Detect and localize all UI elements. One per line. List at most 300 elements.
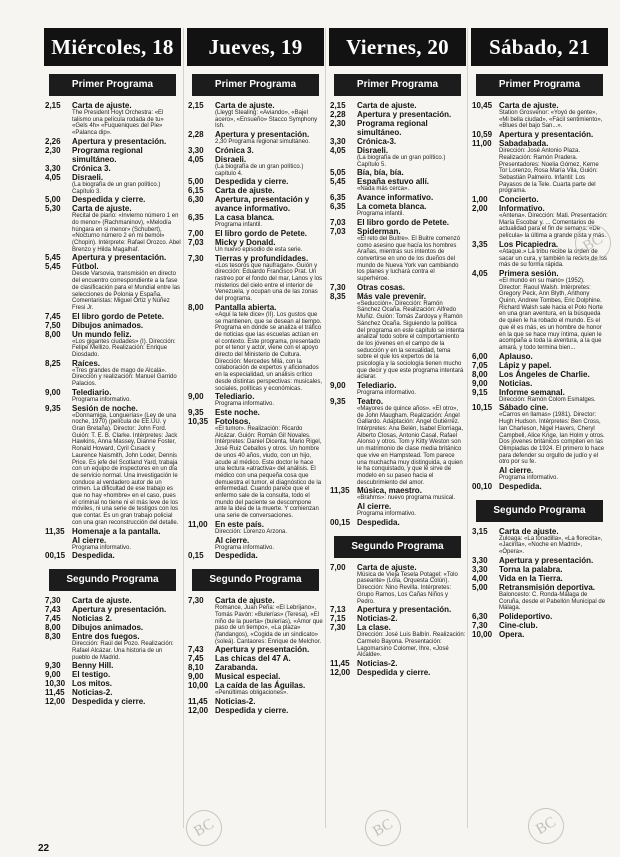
program-entry	[472, 403, 608, 466]
program-body	[215, 551, 324, 560]
program-entry	[45, 312, 181, 321]
program-body	[357, 486, 466, 502]
program-description: «El mundo en su mano» (1952). Director: Raoul Walsh. Intérpretes: Gregory Peck, Ann Blyth, Anthony Quinn, Andrew Tombes, Eric Dolphine. Richard Walsh sale hacia el Polo Norte en una gran aventura, en la búsqueda de quien le ha robado el mundo. Es el que él es más, es un hombre de honor en la que se hace muy íntima, quien le acompaña a toda la aventura, a la que amará, y todo termina bien...	[499, 277, 603, 351]
program-title: Programa regional simultáneo.	[72, 145, 143, 164]
program-entry	[188, 146, 324, 155]
program-time: 2,15	[188, 101, 204, 110]
program-time: 9,15	[472, 387, 488, 397]
program-title: Dibujos animados.	[72, 623, 144, 633]
program-title: Sábado cine.	[499, 403, 549, 413]
program-body	[72, 173, 181, 195]
program-title: Retransmisión deportiva.	[499, 582, 596, 592]
program-body	[72, 661, 181, 670]
program-entry	[472, 361, 608, 370]
program-body	[499, 388, 608, 404]
program-body	[215, 681, 324, 697]
second-program-list	[330, 563, 466, 677]
program-description: «Los tesoros que naufragan». Guión y dirección: Eduardo Francisco Prat. Un rastreo por el fondo del mar, Lanos y los misterios del cielo entre el interior de Venezuela, y ocupan una de las zonas del programa.	[215, 262, 323, 303]
program-title: Al cierre.	[215, 535, 250, 545]
program-description: «Antena». Dirección: Mati. Presentación: María Escobar y. ... Comentarios de actualidad para el fin de semana. «De película» la última a grande pista y más.	[499, 213, 608, 240]
program-time: 5,45	[45, 262, 61, 272]
program-title: Spiderman.	[357, 226, 401, 236]
first-program-list	[472, 101, 608, 491]
program-time: 8,00	[188, 302, 204, 312]
program-body	[72, 204, 181, 253]
program-title: Programa regional simultáneo.	[357, 119, 428, 137]
program-title: Otras cosas.	[357, 282, 406, 292]
program-title: El libro gordo de Petete.	[357, 217, 450, 227]
program-title: Noticias-2.	[357, 614, 398, 624]
program-body	[357, 218, 466, 227]
program-description: Recital de piano: «Invierno número 1 en do menor» (Rachmaninov), «Melodía húngara en si menor» (Schubert), «Nocturno número 2 en mi bemol» (Chopin). Intérprete: Rafael Orozco. Abel Brenzo y Hilda Magalhaf.	[72, 213, 181, 253]
program-body	[72, 404, 181, 527]
program-title: Noticias 2.	[72, 614, 113, 624]
program-body	[215, 408, 324, 417]
program-description: «Seducción». Dirección: Ramón Sánchez Ocaña. Realización: Alfredo Muñiz. Guión: Tomás Zardoya y Ramón Sánchez Ocaña. Siguiendo la política del programa en este capítulo se intenta analizar todo sobre el comportamiento de los jóvenes en el campo de la seducción y en la sexualidad, tema sobre el que los expertos de la psicología y la sociología tienen mucho que decir y que este programa intentará aclarar.	[357, 300, 465, 381]
program-title: Polideportivo.	[499, 611, 553, 621]
program-description: Programa informativo.	[499, 475, 559, 482]
program-entry	[472, 574, 608, 583]
program-entry	[330, 659, 466, 668]
program-entry	[188, 195, 324, 213]
program-body	[215, 186, 324, 195]
program-time: 3,30	[45, 163, 61, 173]
program-entry	[188, 551, 324, 560]
program-time: 7,15	[330, 614, 346, 624]
program-entry	[330, 486, 466, 502]
program-entry	[188, 654, 324, 663]
program-entry	[188, 706, 324, 715]
program-time: 7,43	[45, 605, 61, 615]
program-title: Carta de ajuste.	[215, 186, 275, 196]
program-time: 8,25	[45, 358, 61, 368]
program-body	[72, 101, 181, 137]
program-description: Dirección: Lorenzo Arzona.	[215, 528, 288, 535]
program-title: Un mundo feliz.	[72, 329, 132, 339]
program-time: 00,15	[45, 551, 66, 561]
program-body	[215, 697, 324, 706]
program-time: 2,30	[330, 119, 346, 128]
program-title: Fotolsos.	[215, 416, 251, 426]
program-entry	[45, 253, 181, 262]
program-entry	[188, 101, 324, 130]
program-description: «Carros en llamas» (1981). Director: Hugh Hudson. Intérpretes: Ben Cross, Ian Charleson, Nigel Havers, Cheryl Campbell, Alice Krige, Ian Holm y otros. Dos jóvenes británicos compiten en las Olimpiadas de 1924. El primero lo hace para defender su orgullo de judío y el otro por su fe.	[499, 412, 605, 466]
program-entry	[330, 177, 466, 193]
program-entry	[472, 583, 608, 612]
program-time: 3,15	[472, 526, 488, 536]
program-entry	[188, 130, 324, 146]
program-entry	[330, 218, 466, 227]
program-time: 10,00	[188, 681, 209, 691]
program-title: Concierto.	[499, 195, 539, 205]
program-description: The President Hoyt Orchestra: «El talismo una película rodada de tu» «Gels 4h» «Fuqueniques del Pie» «Palanca dip».	[72, 110, 164, 137]
program-body	[357, 381, 466, 397]
program-time: 6,00	[472, 351, 488, 361]
program-entry	[45, 614, 181, 623]
program-time: 11,45	[188, 697, 208, 707]
program-time: 9,35	[330, 396, 346, 406]
program-title: Zarabanda.	[215, 663, 258, 673]
program-body	[215, 536, 324, 552]
program-body	[357, 292, 466, 381]
program-time: 5,30	[45, 204, 61, 214]
program-title: Disraeli.	[357, 146, 389, 155]
program-body	[357, 563, 466, 606]
program-title: Pantalla abierta.	[215, 302, 277, 312]
program-entry	[45, 330, 181, 359]
program-entry	[188, 536, 324, 552]
program-body	[215, 303, 324, 392]
program-body	[499, 630, 608, 639]
program-body	[215, 520, 324, 536]
program-body	[215, 672, 324, 681]
program-title: Carta de ajuste.	[499, 101, 559, 110]
program-entry	[188, 177, 324, 186]
program-entry	[45, 536, 181, 552]
program-title: Los Picapiedra.	[499, 239, 559, 249]
program-time: 6,30	[472, 611, 488, 621]
program-entry	[188, 663, 324, 672]
program-title: La casa blanca.	[215, 213, 275, 223]
program-body	[72, 632, 181, 661]
program-time: 3,30	[330, 137, 346, 146]
program-title: Crónica-3.	[357, 137, 397, 146]
program-time: 2,26	[45, 136, 61, 146]
program-title: Raíces.	[72, 358, 101, 368]
program-entry	[45, 262, 181, 311]
program-title: Crónica 3.	[215, 145, 254, 155]
program-description: (Lleygt Stealing: «Aviando», «Bajel acero», «Ensueño» Stacco Symphony Ish.	[215, 110, 318, 130]
program-time: 8,10	[188, 663, 204, 673]
program-description: Programa informativo.	[72, 544, 132, 551]
program-entry	[188, 213, 324, 229]
program-time: 12,00	[45, 697, 66, 707]
program-time: 2,00	[472, 204, 488, 214]
program-entry	[45, 679, 181, 688]
program-entry	[45, 359, 181, 388]
program-body	[357, 101, 466, 110]
program-time: 00,15	[330, 517, 351, 527]
program-title: Al cierre.	[357, 502, 392, 512]
program-title: Música, maestro.	[357, 486, 422, 496]
program-title: Opera.	[499, 629, 525, 639]
program-time: 10,35	[188, 416, 209, 426]
program-title: La clase.	[357, 623, 391, 633]
program-time: 10,30	[45, 679, 66, 689]
program-time: 12,00	[188, 706, 209, 716]
program-title: Dibujos animados.	[72, 320, 144, 330]
program-body	[499, 361, 608, 370]
second-program-band: Segundo Programa	[476, 500, 603, 522]
program-title: Apertura y presentación.	[357, 110, 452, 119]
program-body	[215, 254, 324, 303]
program-body	[499, 269, 608, 352]
program-body	[72, 262, 181, 311]
program-time: 11,35	[45, 526, 65, 536]
program-entry	[472, 379, 608, 388]
program-time: 9,00	[188, 392, 204, 402]
program-entry	[188, 186, 324, 195]
program-title: Noticias-2.	[72, 688, 113, 698]
program-entry	[188, 681, 324, 697]
program-time: 8,00	[472, 369, 488, 379]
program-description: Zuloaga: «La tonadilla», «La florecita», «Jacinta», «Noche en Madrid», «Ópera».	[499, 535, 603, 556]
program-description: Dirección: José Luis Balbín. Realización: Carmelo Bayona. Presentación: Lagomarsino Colomer, Ihre, «José Alcalde».	[357, 632, 466, 659]
program-time: 6,35	[330, 202, 346, 212]
program-entry	[330, 614, 466, 623]
program-entry	[188, 596, 324, 645]
program-time: 3,30	[472, 564, 488, 574]
program-body	[72, 670, 181, 679]
program-body	[215, 706, 324, 715]
program-body	[499, 352, 608, 361]
program-title: Al cierre.	[72, 535, 107, 545]
program-entry	[45, 101, 181, 137]
program-title: Los Ángeles de Charlie.	[499, 369, 590, 379]
program-entry	[45, 146, 181, 164]
program-body	[357, 668, 466, 677]
program-entry	[472, 466, 608, 482]
program-description: «Mayores de quince años». «El otro», de John Maugham. Realización: Ángel Gallardo. Adaptación: Ángel Gutiérrez. Intérpretes: Ana Belén, Isabel Elorriaga, Alberto Closas, Antonio Casal, Rafael Alonso y otros. Tom y Kitty Weston son un matrimonio de clase media británico que vive en Hampstead. Tom parece una muchacha muy distinguida, a quien le ha conquistado, y que le sirve de modelo en su paseo hacia el descubrimiento del amor.	[357, 405, 464, 486]
program-time: 7,30	[330, 282, 346, 292]
program-title: Aplauso.	[499, 351, 533, 361]
program-description: Programa informativo.	[357, 511, 417, 518]
program-entry	[330, 605, 466, 614]
program-body	[215, 645, 324, 654]
program-entry	[188, 408, 324, 417]
program-entry	[188, 254, 324, 303]
program-entry	[330, 292, 466, 381]
second-program-list	[472, 527, 608, 639]
program-description: Un nuevo episodio de esta serie.	[215, 246, 303, 253]
program-entry	[45, 605, 181, 614]
program-title: La caída de las Águilas.	[215, 681, 306, 691]
program-entry	[472, 612, 608, 621]
program-body	[499, 466, 608, 482]
program-title: Primera sesión.	[499, 268, 559, 278]
program-title: Despedida.	[499, 481, 542, 491]
program-time: 4,05	[330, 146, 346, 155]
program-time: 4,05	[188, 154, 204, 164]
program-time: 9,00	[472, 378, 488, 388]
program-entry	[188, 238, 324, 254]
program-title: Homenaje a la pantalla.	[72, 526, 161, 536]
second-program-list	[45, 596, 181, 706]
first-program-band: Primer Programa	[192, 74, 319, 96]
program-entry	[45, 204, 181, 253]
program-time: 7,30	[188, 596, 204, 606]
program-title: Carta de ajuste.	[215, 596, 275, 606]
program-description: Programa infantil.	[215, 222, 263, 229]
program-body	[499, 556, 608, 565]
program-title: Apertura y presentación.	[499, 555, 594, 565]
program-time: 7,50	[45, 320, 61, 330]
second-program-band: Segundo Programa	[334, 536, 461, 558]
program-title: Crónica 3.	[72, 163, 111, 173]
program-body	[215, 195, 324, 213]
program-time: 7,45	[45, 614, 61, 624]
program-description: «Tres grandes de mago de Alcalá». Dirección y realización: Manuel Garrido Palacios.	[72, 367, 177, 388]
program-entry	[330, 623, 466, 659]
program-title: El libro gordo de Petete.	[72, 311, 165, 321]
program-time: 9,00	[45, 387, 61, 397]
program-entry	[472, 388, 608, 404]
program-time: 11,00	[188, 519, 208, 529]
program-title: Apertura y presentación.	[215, 130, 310, 140]
program-time: 5,45	[45, 253, 61, 263]
program-time: 5,45	[330, 177, 346, 187]
program-time: 6,15	[188, 186, 204, 196]
program-time: 7,00	[188, 228, 204, 238]
program-title: Noticias.	[499, 378, 533, 388]
program-time: 4,00	[472, 573, 488, 583]
program-time: 7,13	[330, 605, 346, 615]
program-body	[72, 388, 181, 404]
program-body	[499, 195, 608, 204]
program-title: Apertura y presentación.	[72, 605, 167, 615]
program-title: Vida en la Tierra.	[499, 573, 563, 583]
program-time: 5,05	[330, 168, 346, 178]
program-time: 11,45	[45, 688, 65, 698]
first-program-band: Primer Programa	[49, 74, 176, 96]
day-column-wednesday	[41, 28, 184, 828]
program-time: 7,30	[472, 620, 488, 630]
program-entry	[188, 392, 324, 408]
program-time: 2,28	[330, 110, 346, 119]
program-title: Apertura y presentación.	[72, 253, 167, 263]
program-title: Carta de ajuste.	[357, 101, 417, 110]
day-header: Jueves, 19	[187, 28, 324, 66]
program-body	[72, 312, 181, 321]
program-body	[357, 502, 466, 518]
program-title: La cometa blanca.	[357, 202, 427, 212]
program-title: Telediario.	[215, 392, 255, 402]
program-entry	[45, 661, 181, 670]
program-description: Programa informativo.	[72, 396, 132, 403]
program-entry	[45, 195, 181, 204]
program-title: Carta de ajuste.	[72, 596, 132, 606]
program-time: 3,30	[472, 555, 488, 565]
program-title: Carta de ajuste.	[357, 562, 417, 572]
program-body	[357, 659, 466, 668]
first-program-band: Primer Programa	[334, 74, 461, 96]
program-entry	[45, 551, 181, 560]
second-program-list	[188, 596, 324, 715]
program-title: Despedida y cierre.	[215, 706, 289, 716]
program-time: 7,30	[330, 623, 346, 633]
program-title: Entre dos fuegos.	[72, 632, 140, 642]
program-body	[499, 130, 608, 139]
program-entry	[472, 139, 608, 195]
program-time: 10,15	[472, 403, 493, 413]
watermark-stamp: BC	[179, 803, 228, 852]
program-time: 6,35	[188, 213, 204, 223]
program-time: 11,00	[472, 139, 492, 149]
program-body	[72, 195, 181, 204]
program-entry	[330, 563, 466, 606]
program-body	[215, 130, 324, 146]
program-time: 2,15	[330, 101, 346, 110]
program-title: Noticias-2.	[215, 697, 256, 707]
program-time: 9,00	[45, 670, 61, 680]
program-title: Disraeli.	[215, 154, 247, 164]
program-title: Despedida.	[215, 551, 258, 561]
program-time: 9,35	[45, 403, 61, 413]
program-entry	[330, 381, 466, 397]
program-body	[72, 253, 181, 262]
program-title: Al cierre.	[499, 466, 534, 476]
program-time	[472, 466, 499, 482]
program-body	[499, 574, 608, 583]
program-body	[72, 623, 181, 632]
program-entry	[45, 623, 181, 632]
program-time: 7,45	[45, 311, 61, 321]
program-description: Programa infantil.	[357, 211, 405, 218]
program-title: España estuvo allí.	[357, 177, 430, 187]
program-body	[72, 605, 181, 614]
program-time: 8,35	[330, 291, 346, 301]
program-entry	[472, 556, 608, 565]
program-entry	[330, 668, 466, 677]
program-description: Dirección: José Antonio Plaza. Realización: Ramón Pradera. Presentadores: Noelia Gómez, Kerne Tor Lorenzo, Rosa María Vila, Guión: Sebastián Palmeiro. Infantil: Los Payasos de la Tele. Cuarta parte del programa.	[499, 148, 599, 195]
program-description: «Donnamiga, Longuerías» (Ley de una noche, 1970) (película de EE.UU. y Gran Bretaña). Director: John Ford. Guión: T. E. B. Clarke. Intérpretes: Jack Hawkins, Anna Massey, Dianne Foster, Ronald Howard, Cyril Cusack y Laurence Naismith, John Loder, Dennis Price. Es jefe del Scotland Yard, trabaja con un equipo de inspectores en un día de servicio normal. Una investigación le conduce al verdadero autor de un crimen. La dificultad de ese trabajo es que no hay «hombre» en el caso, pues el criminal no tiene ni el más leve de los móviles, ni una serie de testigos con los que contar. Es un gran trabajo policial con una gran reconstrucción del detalle.	[72, 412, 179, 526]
program-entry	[188, 645, 324, 654]
program-body	[72, 551, 181, 560]
program-time	[188, 536, 215, 552]
program-time: 7,30	[188, 253, 204, 263]
program-body	[499, 101, 608, 130]
program-body	[72, 679, 181, 688]
program-title: Despedida y cierre.	[215, 177, 289, 187]
program-time: 2,15	[45, 101, 61, 110]
program-time: 7,03	[330, 226, 346, 236]
program-body	[72, 536, 181, 552]
program-body	[499, 583, 608, 612]
program-entry	[45, 137, 181, 146]
program-description: Dirección: Ramón Colom Esmatges.	[499, 396, 596, 403]
program-entry	[472, 101, 608, 130]
program-entry	[472, 195, 608, 204]
program-title: Despedida.	[72, 551, 115, 561]
program-time: 11,35	[330, 486, 350, 496]
program-time: 2,30	[45, 145, 61, 155]
program-entry	[330, 119, 466, 137]
program-body	[357, 397, 466, 486]
program-title: Musical especial.	[215, 672, 281, 682]
program-entry	[330, 202, 466, 218]
program-body	[499, 370, 608, 379]
program-entry	[330, 137, 466, 146]
program-body	[357, 146, 466, 168]
program-time: 7,03	[330, 217, 346, 227]
program-entry	[45, 164, 181, 173]
program-description: «Ataque.» La tribu recibe la orden de sacar un cura, y también la receta de los más de su forma rápida.	[499, 248, 608, 269]
program-body	[357, 518, 466, 527]
program-entry	[188, 417, 324, 520]
program-title: Carta de ajuste.	[72, 204, 132, 214]
program-body	[499, 527, 608, 556]
program-body	[215, 654, 324, 663]
watermark-stamp: BC	[521, 801, 570, 850]
program-time: 7,45	[188, 654, 204, 664]
program-time: 7,00	[330, 562, 346, 572]
program-time: 6,35	[330, 193, 346, 203]
program-title: Apertura y presentación.	[357, 605, 452, 615]
program-body	[215, 155, 324, 177]
program-entry	[330, 397, 466, 486]
program-body	[72, 614, 181, 623]
program-body	[72, 596, 181, 605]
